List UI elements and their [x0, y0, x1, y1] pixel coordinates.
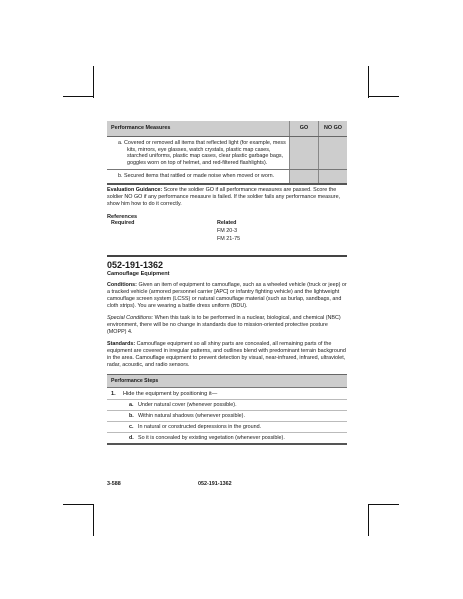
step-item: 1. Hide the equipment by positioning it— — [107, 388, 347, 400]
evaluation-guidance: Evaluation Guidance: Score the soldier GO if all performance measures are passed. Score the soldier NO GO if any performance measure is failed. If the soldier fails any performance measure, show him how to do it correctly. — [107, 186, 341, 207]
go-cell — [290, 137, 319, 170]
crop-mark — [93, 504, 94, 536]
performance-steps — [107, 374, 347, 445]
page-content — [107, 121, 347, 445]
references-block — [107, 220, 347, 252]
related-label: Related — [217, 220, 237, 227]
conditions-paragraph: Conditions: Given an item of equipment to camouflage, such as a wheeled vehicle (truck or jeep) or a tracked vehicle (armored personnel carrier [APC] or infantry fighting vehicle) and the lightweight camouflage screen system (LCSS) or natural camouflage material (such as burlap, sandbags, and cloth strips). You are wearing a battle dress uniform (BDU). — [107, 282, 347, 310]
special-conditions-paragraph: Special Conditions: When this task is to be performed in a nuclear, biological, and chemical (NBC) environment, there will be no change in standards due to mission-oriented protective posture (MOPP) 4. — [107, 315, 341, 336]
substep-item: b. Within natural shadows (whenever possible). — [107, 411, 347, 422]
substep-item: d. So it is concealed by existing vegetation (whenever possible). — [107, 433, 347, 445]
crop-mark — [368, 66, 369, 98]
table-header: NO GO — [319, 121, 348, 137]
measure-cell: b. Secured items that rattled or made noise when moved or worn. — [107, 170, 290, 184]
required-label: Required — [111, 220, 135, 227]
crop-mark — [368, 504, 369, 536]
standards-paragraph: Standards: Camouflage equipment so all shiny parts are concealed, all remaining parts of the equipment are covered in irregular patterns, and outlines blend with predominant terrain background in the area. Camouflage equipment to prevent detection by visual, near-infrared, infrared, ultraviolet, radar, acoustic, and radio sensors. — [107, 341, 346, 369]
crop-mark — [63, 504, 93, 505]
measure-cell: a. Covered or removed all items that reflected light (for example, mess kits, mirrors, eye glasses, watch crystals, plastic map cases, starched uniforms, plastic map cases, clear plastic garbage bags, goggles worn on top of helmet, and red-filtered flashlights). — [107, 137, 290, 170]
references-heading: References — [107, 214, 138, 221]
no-go-cell — [319, 170, 348, 184]
go-cell — [290, 170, 319, 184]
table-header: Performance Measures — [107, 121, 290, 137]
crop-mark — [93, 66, 94, 98]
task-number: 052-191-1362 — [107, 260, 164, 271]
table-header: GO — [290, 121, 319, 137]
page-number: 3-588 — [107, 481, 121, 487]
table-header-row — [107, 121, 347, 137]
table-row — [107, 137, 347, 170]
substep-item: a. Under natural cover (whenever possible). — [107, 400, 347, 411]
crop-mark — [369, 504, 399, 505]
section-divider — [107, 255, 347, 257]
table-row — [107, 170, 347, 184]
task-title: Camouflage Equipment — [107, 271, 170, 278]
related-reference: FM 20-3 — [217, 227, 238, 234]
crop-mark — [63, 96, 93, 97]
related-column — [217, 220, 240, 243]
performance-steps-heading: Performance Steps — [107, 375, 347, 388]
crop-mark — [369, 96, 399, 97]
performance-measures-table — [107, 121, 347, 185]
footer-task-number: 052-191-1362 — [198, 481, 232, 487]
related-reference: FM 21-75 — [217, 235, 241, 242]
no-go-cell — [319, 137, 348, 170]
substep-item: c. In natural or constructed depressions in the ground. — [107, 422, 347, 433]
